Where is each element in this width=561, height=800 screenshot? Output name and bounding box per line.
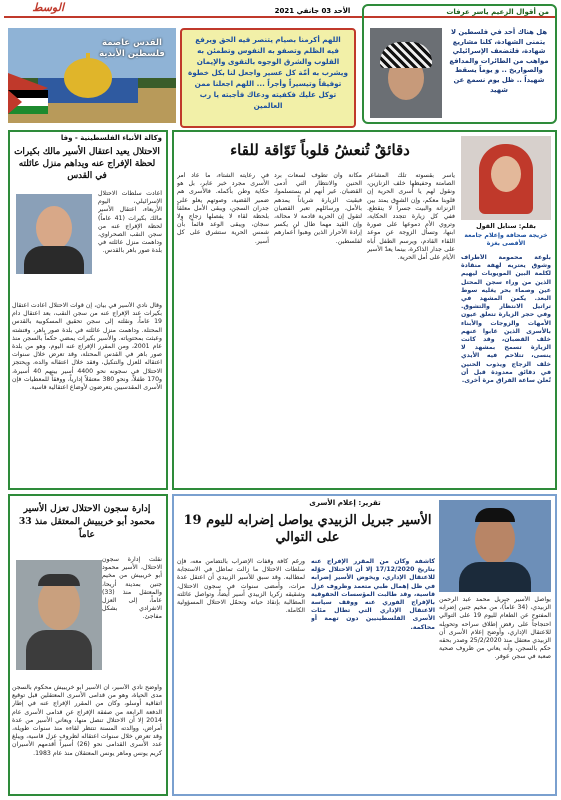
wafa-source: وكالة الأنباء الفلسطينية - وفا <box>60 134 162 142</box>
arafat-box-title: من أقوال الزعيم ياسر عرفات <box>446 8 549 16</box>
feature-headline: دقائقٌ تُنعشُ قلوباً تَوّاقة للقاء <box>230 141 410 159</box>
banner-line-2: فلسطين الأبدية <box>99 49 165 59</box>
feature-col-2: ياسر بقسوته تلك المشاعر الصامتة وحفيظها خلف الزنازين، ونقول لهم يا أسرى الحرية إن قلوبنا معكم، وإن الشوق يمتد بين الزنزانة والبيت جسراً لا ينقطع. ففي كل زيارة تتجدد الحكاية، وتروي الأم دموعها على صورة ابنها، وتسأل الزوجة عن موعد اللقاء القادم، ويرسم الطفل أباه على جدار الذاكرة، بينما يعدّ الأسير الأيام على أمل الحرية. <box>367 172 455 262</box>
banner-caption <box>92 38 172 60</box>
newspaper-logo: الوسط <box>32 1 64 14</box>
arafat-quote-box <box>362 4 557 124</box>
banner-line-1: القدس عاصمة <box>102 38 162 48</box>
zubeidi-photo <box>439 500 551 592</box>
wafa-lead: أعادت سلطات الاحتلال الإسرائيلي، اليوم الأربعاء، اعتقال الأسير مالك بكيرات (41 عاماً) لحظة الإفراج عنه من سجن النقب الصحراوي، وداهمت منزل عائلته في بلدة صور باهر بالقدس. <box>98 190 162 255</box>
issue-date: الأحد 03 جانفي 2021 <box>274 7 351 15</box>
khraisheh-lead: نقلت إدارة سجون الاحتلال، الأسير محمود أبو خريبيش من مخيم جنين بمدينة أريحا، والمعتقل منذ (33) عاماً، إلى العزل الانفرادي بشكل مفاجئ. <box>102 556 162 621</box>
zubeidi-col-2: كاشفة وكان من المقرر الإفراج عنه بتاريخ 17/12/2020 إلا أن الاحتلال حوّله للاعتقال الإداري، ويخوض الأسير إضرابه في ظل إهمال طبي متعمد وظروف عزل قاسية، وقد طالبت المؤسسات الحقوقية بالإفراج الفوري عنه ووقف سياسة الاعتقال الإداري التي تطال مئات الأسرى الفلسطينيين دون تهمة أو محاكمة. <box>311 558 435 631</box>
zubeidi-kicker: تقرير: إعلام الأسرى <box>309 498 381 507</box>
feature-article <box>172 130 557 490</box>
bkerat-photo <box>16 194 92 274</box>
wafa-body: وقال نادي الأسير في بيان، إن قوات الاحتلال أعادت اعتقال بكيرات عند الإفراج عنه من سجن النقب، بعد اعتقال دام 19 عاماً، ونقلته إلى سجن تحقيق المسكوبية بالقدس المحتلة. وداهمت منزل عائلته في بلدة صور باهر، وفتشته وعبثت بمحتوياته. والأسير بكيرات يمضي حكماً بالسجن منذ عام 2001، ومن المقرر الإفراج عنه اليوم، وهو من بلدة صور باهر في القدس المحتلة، وقد تعرض خلال سنوات اعتقاله للعزل والتنكيل، وفقد خلال اعتقاله والده، ويحتجز الاحتلال في سجونه نحو 4400 أسير بينهم 40 أسيرة، و170 طفلاً، ونحو 380 معتقلاً إدارياً، ووفقاً للمعطيات فإن الأسرى المقدسيين يتعرضون لأوضاع اعتقالية قاسية. <box>12 302 162 392</box>
feature-author: بقلم: سنابل القول <box>476 222 536 230</box>
zubeidi-headline: الأسير جبريل الزبيدي يواصل إضرابه لليوم 19 على التوالي <box>183 513 432 545</box>
feature-col-4: في رعايته الشتاء، ما عاد أمر الأسرى مجرد خبر عابر، بل هو حكاية وطن بأكمله. فالأسرى هم ضمير القضية، وصوتهم يعلو على جدران السجن، ويبقى الأمل معلقاً بلحظة لقاء لا يفصلها زجاج ولا سجان، ويبقى الوعد قائماً بأن شمس الحرية ستشرق على كل أسير. <box>177 172 269 245</box>
prayer-box: اللهم أكرمنا بصيام يتنصر فيه الحق ويرفع فيه الظلم وتصفو به النفوس وتطمئن به القلوب والشرق الوجوه بالتقوى والإيمان ويشرب به أمّة كل عسير واجعل لنا بكل خطوة توفيقاً وتيسيراً وأجراً ... اللهم اجعلنا ممن توكل عليك فكفيته ودعاك فأجبته يا رب العالمين <box>180 28 356 128</box>
author-photo <box>461 136 551 220</box>
zubeidi-col-1: يواصل الأسير جبريل محمد عبد الرحمن الزبيدي، (34 عاماً)، من مخيم جنين إضرابه المفتوح عن الطعام لليوم 19 على التوالي احتجاجاً على رفض إطلاق سراحه وتحويله للاعتقال الإداري، وأوضح إعلام الأسرى أن الزبيدي معتقل منذ 25/2/2020 وصدر بحقه حكم بالسجن، وأنه يعاني من ظروف صحية صعبة في سجن عوفر. <box>439 596 551 661</box>
zubeidi-article <box>172 494 557 796</box>
arafat-photo <box>370 28 442 118</box>
feature-author-desc: خريجة صحافة وإعلام جامعة الأقصى بغزة <box>464 232 548 247</box>
khraisheh-body: وأوضح نادي الأسير، أن الأسير أبو خريبيش محكوم بالسجن مدى الحياة، وهو من قدامى الأسرى المعتقلين قبل توقيع اتفاقية أوسلو، وكان من المقرر الإفراج عنه في إطار الدفعة الرابعة من صفقة الإفراج عن قدامى الأسرى عام 2014 إلا أن الاحتلال تنصل منها، ويعاني الأسير من عدة أمراض، ووالدته المسنة تنتظر لقاءه منذ سنوات طويلة، وقد تعرض خلال سنوات اعتقاله لظروف عزل قاسية، ويبلغ عدد الأسرى القدامى نحو (26) أسيراً أقدمهم الأسيران كريم يونس وماهر يونس المعتقلان منذ عام 1983. <box>12 684 162 757</box>
wafa-headline: الاحتلال يعيد اعتقال الأسير مالك بكيرات لحظة الإفراج عنه ويداهم منزل عائلته في القدس <box>14 147 160 181</box>
arafat-quote: هل هناك أحد في فلسطين لا يتمنى الشهادة، كلنا مشاريع شهادة، فلتضعف الإسرائيلي مواهب من الطائرات والمدافع والصواريخ .. و يوماً يسقط شهيداً .. ظل يوم نسمع عن شهيد <box>449 28 549 94</box>
zubeidi-col-3: ورغم كافة وقفات الإضراب بالتضامن معه، فإن سلطات الاحتلال ما زالت تماطل في الاستجابة لمطالبه. وقد سبق للأسير الزبيدي أن اعتقل عدة مرات، وأمضى سنوات في سجون الاحتلال، وشقيقه زكريا الزبيدي أسير أيضاً، وتواصل عائلته المطالبة بإنقاذ حياته وتحمّل الاحتلال المسؤولية الكاملة. <box>177 558 305 615</box>
alaqsa-banner <box>8 28 176 123</box>
khraisheh-headline: إدارة سجون الاحتلال تعزل الأسير محمود أبو خريبيش المعتقل منذ 33 عاماً <box>18 503 156 540</box>
feature-col-3: مكانة وأن تطوف لسعات برد الحنين والانتظار التي أدمى القضبان. غير أنهم لم يستسلموا، فبقيت الزيارة شرياناً يمدهم بالأمل، ورسائلهم تعبر القضبان لتقول إن الحرية قادمة لا محالة، وإن القيد مهما طال لن يكسر إرادة الأحرار الذين وهبوا أعمارهم لفلسطين. <box>274 172 362 245</box>
wafa-article <box>8 130 168 490</box>
khraisheh-article <box>8 494 168 796</box>
khraisheh-photo <box>16 560 102 670</box>
feature-col-1: بلوعة محمومة الأطراف وشوق يعتريه لهفة منقادة لكلمة البين المويوبات ليهيم الذين من وراء سجن المحتل عين وصماء بحر يغليه سوط البعد. يكمن المشهد في تراتيل الانتظار والتشوق. وفي حجر الزيارة تتعلق عيون الأمهات والزوجات والأبناء بالأسرى الذين غابوا عنهم خلف القضبان، وقد كانت الزيارة تسمح بمشهد لا ينسى، تتلاحم فيه الأيدي خلف الزجاج ويذوب الحنين في دقائق معدودة قبل أن تُعلن ساعة الفراق مرة أخرى. <box>461 254 551 385</box>
